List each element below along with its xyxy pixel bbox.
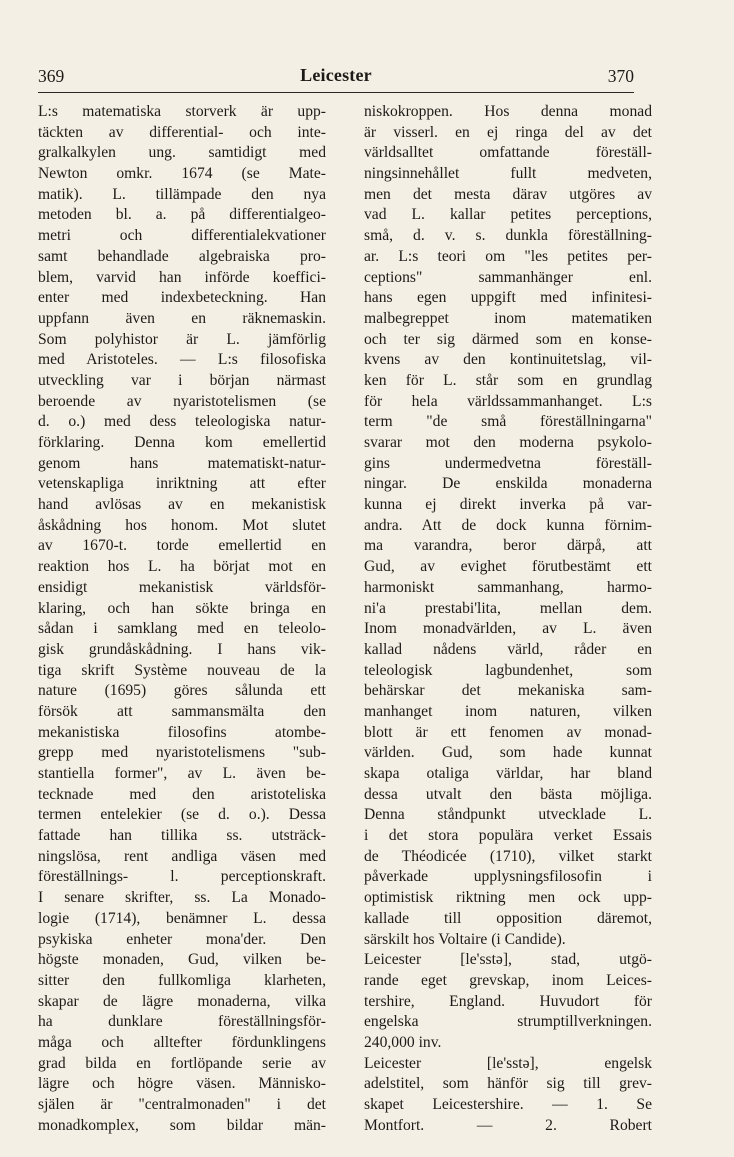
text-line: ningsinnehållet fullt medveten, <box>364 165 652 183</box>
text-line: ken för L. står som en grundlag <box>364 371 652 389</box>
text-line: beroende av nyaristotelismen (se <box>38 392 326 410</box>
text-line: täckten av differential- och inte- <box>38 123 326 141</box>
text-line: uppfann även en räknemaskin. <box>38 309 326 327</box>
text-line: kallade till opposition däremot, <box>364 909 652 927</box>
text-line: malbegreppet inom matematiken <box>364 309 652 327</box>
text-line: matik). L. tillämpade den nya <box>38 185 326 203</box>
text-line: 240,000 inv. <box>364 1033 442 1051</box>
text-line: skapa otaliga världar, har bland <box>364 765 652 782</box>
text-line: högste monaden, Gud, vilken be- <box>38 951 326 969</box>
text-line: svarar mot den moderna psykolo- <box>364 434 652 451</box>
page-number-left: 369 <box>38 66 65 86</box>
page-header <box>38 62 634 90</box>
text-line: optimistisk riktning men ock upp- <box>364 889 652 907</box>
text-line: kallad nådens värld, råder en <box>364 640 652 658</box>
text-line: metri och differentialekvationer <box>38 227 326 245</box>
text-line: världsalltet omfattande föreställ- <box>364 144 652 162</box>
header-rule <box>38 92 634 93</box>
text-line: genom hans matematiskt-natur- <box>38 454 326 472</box>
text-line: själen är "centralmonaden" i det <box>38 1096 326 1113</box>
text-line: gralkalkylen ung. samtidigt med <box>38 144 326 162</box>
text-line: tecknade med den aristoteliska <box>38 785 326 803</box>
text-line: Montfort. — 2. Robert <box>364 1116 652 1134</box>
text-line: kunna ej direkt inverka på var- <box>364 496 652 514</box>
text-line: och ter sig därmed som en konse- <box>364 330 652 348</box>
page-number-right: 370 <box>607 66 634 86</box>
text-line: ni'a prestabi'lita, mellan dem. <box>364 599 652 617</box>
text-line: blem, varvid han införde koeffici- <box>38 268 326 286</box>
text-line: I senare skrifter, ss. La Monado- <box>38 889 326 907</box>
text-line: Denna ståndpunkt utvecklade L. <box>364 806 652 824</box>
text-line: förklaring. Denna kom emellertid <box>38 434 326 451</box>
text-line: klaring, och han sökte bringa en <box>38 599 326 617</box>
text-line: ar. L:s teori om "les petites per- <box>364 247 652 265</box>
text-line: hand avlösas av en mekanistisk <box>38 496 326 514</box>
text-line: Som polyhistor är L. jämförlig <box>38 330 326 348</box>
text-line: särskilt hos Voltaire (i Candide). <box>364 930 566 948</box>
text-line: grad bilda en fortlöpande serie av <box>38 1054 326 1072</box>
text-line: är visserl. en ej ringa del av det <box>364 123 652 141</box>
text-line: nature (1695) göres sålunda ett <box>38 682 326 700</box>
text-line: men det mesta därav utgöres av <box>364 185 652 203</box>
text-line: föreställnings- l. perceptionskraft. <box>38 868 326 886</box>
text-line: termen entelekier (se d. o.). Dessa <box>38 806 326 824</box>
text-line: av 1670-t. torde emellertid en <box>38 537 326 555</box>
text-line: dessa utvalt den bästa möjliga. <box>364 785 652 803</box>
text-line: sitter den fullkomliga klarheten, <box>38 971 326 989</box>
text-line: metoden bl. a. på differentialgeo- <box>38 206 326 224</box>
text-line: teleologisk lagbundenhet, som <box>364 661 652 679</box>
text-line: reaktion hos L. ha börjat mot en <box>38 558 326 576</box>
text-line: harmoniskt sammanhang, harmo- <box>364 578 652 596</box>
text-line: andra. Att de dock kunna förnim- <box>364 516 652 534</box>
text-line: i det stora populära verket Essais <box>364 827 652 845</box>
text-line: fattade han tillika ss. utsträck- <box>38 827 326 845</box>
text-line: ningar. De enskilda monaderna <box>364 475 652 493</box>
text-line: manhanget inom naturen, vilken <box>364 702 652 720</box>
text-line: gins undermedvetna föreställ- <box>364 454 652 472</box>
text-line: för hela världssammanhanget. L:s <box>364 392 652 410</box>
text-line: adelstitel, som hänför sig till grev- <box>364 1075 652 1093</box>
text-line: kvens av den kontinuitetslag, vil- <box>364 351 652 369</box>
text-line: påverkade upplysningsfilosofin i <box>364 868 652 886</box>
right-column <box>364 102 652 1136</box>
text-line: sådan i samklang med en teleolo- <box>38 620 326 638</box>
left-column <box>38 102 326 1136</box>
text-line: ningslösa, rent andliga väsen med <box>38 847 326 865</box>
text-line: Leicester [le'sstə], stad, utgö- <box>364 951 652 969</box>
text-line: engelska strumptillverkningen. <box>364 1013 652 1031</box>
text-line: hans egen uppgift med infinitesi- <box>364 289 652 307</box>
text-line: term "de små föreställningarna" <box>364 413 652 431</box>
text-line: Leicester [le'sstə], engelsk <box>364 1054 652 1072</box>
text-line: samt behandlade algebraiska pro- <box>38 247 326 265</box>
text-line: logie (1714), benämner L. dessa <box>38 909 326 927</box>
text-line: stantiella former", av L. även be- <box>38 765 326 782</box>
text-line: ma varandra, beror därpå, att <box>364 537 652 555</box>
text-line: Inom monadvärlden, av L. även <box>364 620 652 638</box>
text-line: enter med indexbeteckning. Han <box>38 289 326 307</box>
text-line: världen. Gud, som hade kunnat <box>364 744 652 762</box>
text-line: Newton omkr. 1674 (se Mate- <box>38 165 326 183</box>
text-line: vetenskapliga inriktning att efter <box>38 475 326 493</box>
text-line: rande eget grevskap, inom Leices- <box>364 971 652 989</box>
text-line: de Théodicée (1710), vilket starkt <box>364 847 652 865</box>
text-line: blott är ett fenomen av monad- <box>364 723 652 741</box>
text-line: lägre och högre väsen. Människo- <box>38 1075 326 1093</box>
text-line: tershire, England. Huvudort för <box>364 992 652 1010</box>
text-line: med Aristoteles. — L:s filosofiska <box>38 351 326 369</box>
text-line: utveckling var i början närmast <box>38 371 326 389</box>
text-line: ha dunklare föreställningsför- <box>38 1013 326 1031</box>
running-title: Leicester <box>300 65 372 85</box>
text-line: ceptions" sammanhänger enl. <box>364 268 652 286</box>
text-line: grepp med nyaristotelismens "sub- <box>38 744 326 762</box>
text-line: skapar de lägre monaderna, vilka <box>38 992 326 1010</box>
text-line: gisk grundåskådning. I hans vik- <box>38 640 326 658</box>
text-line: måga och alltefter fördunklingens <box>38 1033 326 1051</box>
text-line: Gud, av evighet förutbestämt ett <box>364 558 652 576</box>
text-line: åskådning hos honom. Mot slutet <box>38 516 326 534</box>
text-line: små, d. v. s. dunkla föreställning- <box>364 227 652 245</box>
text-line: d. o.) med dess teleologiska natur- <box>38 413 326 431</box>
text-line: psykiska enheter mona'der. Den <box>38 930 326 948</box>
text-line: försök att sammansmälta den <box>38 702 326 720</box>
text-line: skapet Leicestershire. — 1. Se <box>364 1096 652 1113</box>
text-line: monadkomplex, som bildar män- <box>38 1116 326 1134</box>
text-line: mekanistiska filosofins atombe- <box>38 723 326 741</box>
text-line: tiga skrift Système nouveau de la <box>38 661 326 679</box>
text-line: niskokroppen. Hos denna monad <box>364 103 652 120</box>
text-line: vad L. kallar petites perceptions, <box>364 206 652 224</box>
text-line: ensidigt mekanistisk världsför- <box>38 578 326 596</box>
text-line: behärskar det mekaniska sam- <box>364 682 652 700</box>
text-line: L:s matematiska storverk är upp- <box>38 103 326 120</box>
